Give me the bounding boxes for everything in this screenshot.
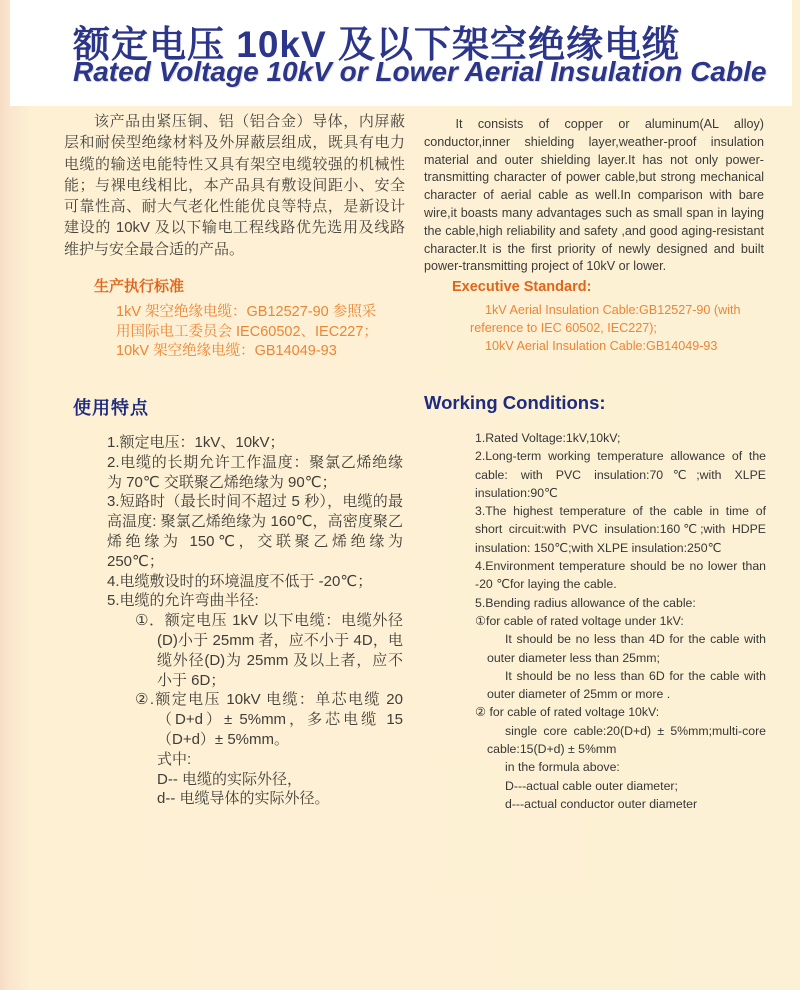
title-band xyxy=(10,0,792,106)
executive-standard-section-en xyxy=(452,279,764,355)
standard-item: 10kV 架空绝缘电缆：GB14049-93 xyxy=(116,343,337,359)
feature-subitem: ②.额定电压 10kV 电缆：单芯电缆 20（D+d）± 5%mm，多芯电缆 15（D+d）± 5%mm。 xyxy=(135,691,403,748)
feature-formula-line: d-- 电缆导体的实际外径。 xyxy=(157,790,330,808)
condition-item: 3.The highest temperature of the cable in time of short circuit:with PVC insulation:160℃;with HDPE insulation: 150℃;with XLPE insulation:250℃ xyxy=(475,504,766,555)
condition-item: 1.Rated Voltage:1kV,10kV; xyxy=(475,431,621,445)
condition-item: 2.Long-term working temperature allowance of the cable: with PVC insulation:70℃;with XLPE insulation:90℃ xyxy=(475,449,766,500)
feature-subitem: ①．额定电压 1kV 以下电缆：电缆外径(D)小于 25mm 者，应不小于 4D，电缆外径(D)为 25mm 及以上者，应不小于 6D； xyxy=(135,612,403,689)
condition-item: 4.Environment temperature should be no lower than -20 ℃for laying the cable. xyxy=(475,559,766,592)
executive-standard-section-zh xyxy=(94,275,394,362)
condition-formula-line: D---actual cable outer diameter; xyxy=(505,778,678,793)
condition-item: 5.Bending radius allowance of the cable: xyxy=(475,595,696,610)
intro-paragraph-en: It consists of copper or aluminum(AL alloy) conductor,inner shielding layer,weather-proof insulation material and outer shielding layer.It has not only power-transmitting character of power cable,but strong mechanical character of aerial cable as well.In comparison with bare wire,it boasts many advantages such as small span in laying the cable,high reliability and safety ,and good aging-resistant character.It is the first priority of newly designed and built power-transmitting project of 10kV or lower. xyxy=(424,117,764,274)
usage-features-section-zh xyxy=(64,394,414,809)
feature-item: 4.电缆敷设时的环境温度不低于 -20℃； xyxy=(107,572,373,590)
condition-formula-line: d---actual conductor outer diameter xyxy=(505,796,698,811)
feature-item: 2.电缆的长期允许工作温度：聚氯乙烯绝缘为 70℃ 交联聚乙烯绝缘为 90℃； xyxy=(107,453,403,491)
condition-subitem-detail: It should be no less than 4D for the cable with outer diameter less than 25mm; xyxy=(487,632,766,665)
intro-paragraph-zh: 该产品由紧压铜、铝（铝合金）导体，内屏蔽层和耐侯型绝缘材料及外屏蔽层组成，既具有电力电缆的输送电能特性又具有架空电缆较强的机械性能；与裸电线相比，本产品具有敷设间距小、安全可靠性高、耐大气老化性能优良等特点，是新设计建设的 10kV 及以下输电工程线路优先选用及线路维护与安全最合适的产品。 xyxy=(64,113,405,258)
feature-item: 3.短路时（最长时间不超过 5 秒），电缆的最高温度: 聚氯乙烯绝缘为 160℃，高密度聚乙烯绝缘为 150℃，交联聚乙烯绝缘为 250℃； xyxy=(107,493,403,570)
page-title-en: Rated Voltage 10kV or Lower Aerial Insulation Cable xyxy=(73,56,767,87)
executive-standard-heading-en: Executive Standard: xyxy=(452,279,592,295)
executive-standard-heading-zh: 生产执行标准 xyxy=(94,278,185,295)
executive-standard-list-zh xyxy=(116,303,384,362)
standard-item: 1kV Aerial Insulation Cable:GB12527-90 (with reference to IEC 60502, IEC227); xyxy=(470,303,741,335)
condition-subitem: ①for cable of rated voltage under 1kV: xyxy=(475,613,684,628)
condition-subitem-detail: It should be no less than 6D for the cable with outer diameter of 25mm or more . xyxy=(487,668,766,702)
condition-formula-line: in the formula above: xyxy=(505,760,620,775)
condition-subitem-detail: single core cable:20(D+d) ± 5%mm;multi-core cable:15(D+d) ± 5%mm xyxy=(487,723,766,757)
usage-features-heading-zh: 使用特点 xyxy=(73,398,149,418)
standard-item: 10kV Aerial Insulation Cable:GB14049-93 xyxy=(485,339,718,353)
working-conditions-list-en xyxy=(475,429,766,813)
condition-subitem: ② for cable of rated voltage 10kV: xyxy=(475,705,660,720)
feature-item: 1.额定电压：1kV、10kV； xyxy=(107,434,285,451)
usage-features-list-zh xyxy=(107,433,403,809)
feature-formula-line: D-- 电缆的实际外径， xyxy=(157,770,302,788)
executive-standard-list-en xyxy=(470,301,770,355)
standard-item: 1kV 架空绝缘电缆：GB12527-90 参照采用国际电工委员会 IEC60502、IEC227； xyxy=(116,304,378,340)
feature-item: 5.电缆的允许弯曲半径: xyxy=(107,592,259,610)
feature-formula-line: 式中: xyxy=(157,750,192,768)
working-conditions-section-en xyxy=(424,392,774,813)
working-conditions-heading-en: Working Conditions: xyxy=(424,392,606,413)
page-title-zh: 额定电压 10kV 及以下架空绝缘电缆 xyxy=(73,24,680,65)
